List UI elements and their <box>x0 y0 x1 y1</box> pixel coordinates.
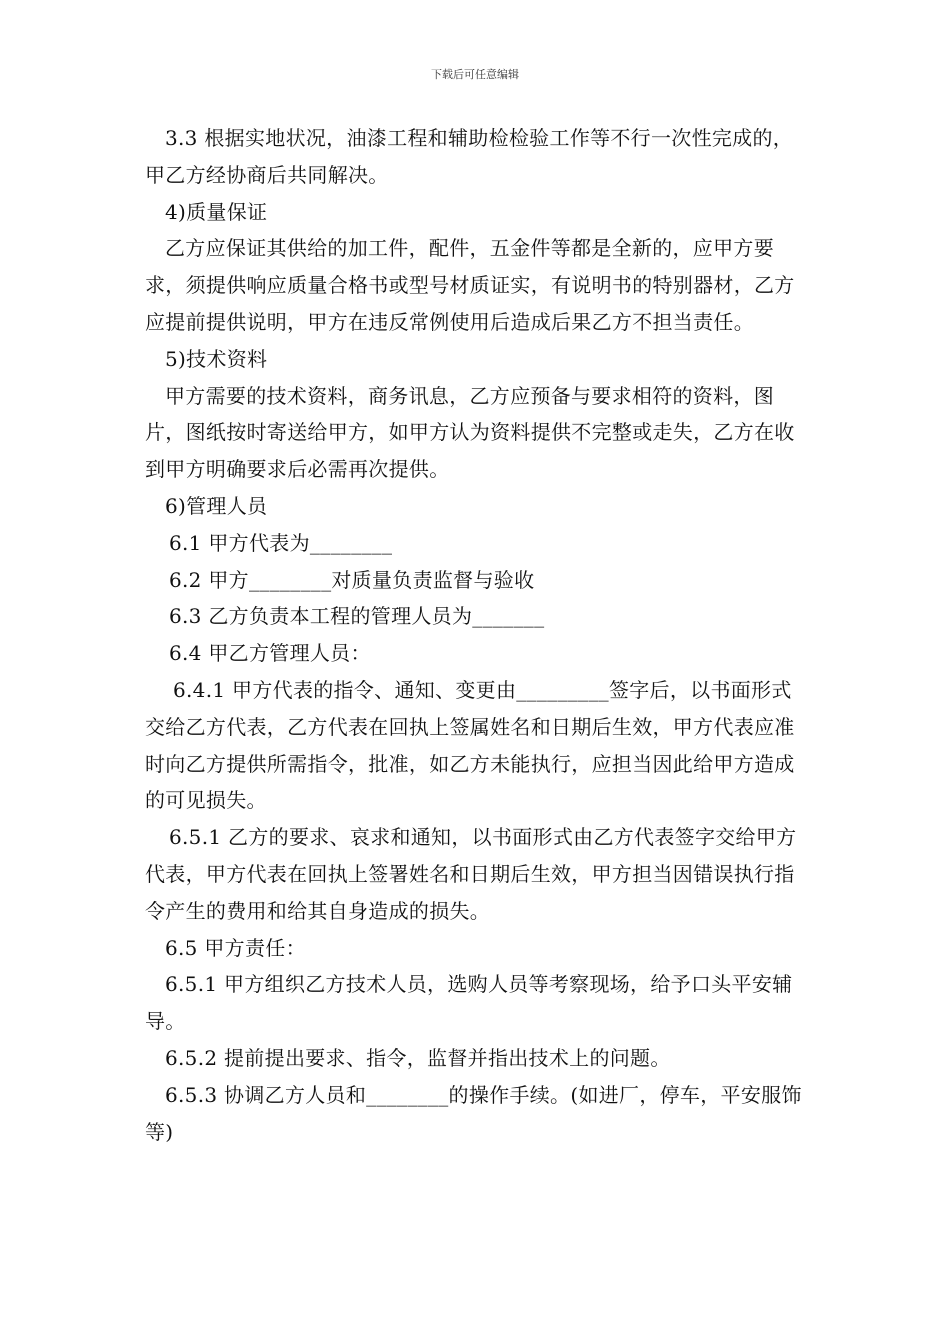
paragraph-6-5-1-site-visit: 6.5.1 甲方组织乙方技术人员，选购人员等考察现场，给予口头平安辅导。 <box>145 972 793 1034</box>
heading-management-staff: 6)管理人员 <box>165 493 268 518</box>
paragraph-6-5-1-requests: 6.5.1 乙方的要求、哀求和通知，以书面形式由乙方代表签字交给甲方代表，甲方代表在回执上签署姓名和日期后生效，甲方担当因错误执行指令产生的费用和给其自身造成的损失。 <box>145 825 797 923</box>
paragraph-6-4-1: 6.4.1 甲方代表的指令、通知、变更由_________签字后，以书面形式交给乙方代表，乙方代表在回执上签属姓名和日期后生效，甲方代表应准时向乙方提供所需指令，批准，如乙方未能执行，应担当因此给甲方造成的可见损失。 <box>145 677 795 813</box>
paragraph-quality-guarantee: 乙方应保证其供给的加工件，配件，五金件等都是全新的，应甲方要求，须提供响应质量合格书或型号材质证实，有说明书的特别器材，乙方应提前提供说明，甲方在违反常例使用后造成后果乙方不担当责任。 <box>145 236 795 334</box>
paragraph-6-5-3: 6.5.3 协调乙方人员和________的操作手续。(如进厂，停车，平安服饰等) <box>145 1082 802 1144</box>
heading-technical-documents: 5)技术资料 <box>165 346 268 371</box>
paragraph-technical-documents: 甲方需要的技术资料，商务讯息，乙方应预备与要求相符的资料，图片，图纸按时寄送给甲方，如甲方认为资料提供不完整或走失，乙方在收到甲方明确要求后必需再次提供。 <box>145 383 795 482</box>
paragraph-3-3: 3.3 根据实地状况，油漆工程和辅助检检验工作等不行一次性完成的，甲乙方经协商后共同解决。 <box>145 126 794 187</box>
paragraph-6-3: 6.3 乙方负责本工程的管理人员为_______ <box>169 604 545 629</box>
paragraph-6-4: 6.4 甲乙方管理人员： <box>169 641 371 666</box>
document-body <box>145 120 810 1150</box>
paragraph-6-1: 6.1 甲方代表为________ <box>169 530 393 555</box>
heading-6-5-party-a-duties: 6.5 甲方责任： <box>165 935 306 960</box>
heading-quality-guarantee: 4)质量保证 <box>165 199 268 224</box>
paragraph-6-5-2: 6.5.2 提前提出要求、指令，监督并指出技术上的问题。 <box>165 1045 671 1070</box>
paragraph-6-2: 6.2 甲方________对质量负责监督与验收 <box>169 567 535 592</box>
page-header-note: 下载后可任意编辑 <box>431 68 519 81</box>
